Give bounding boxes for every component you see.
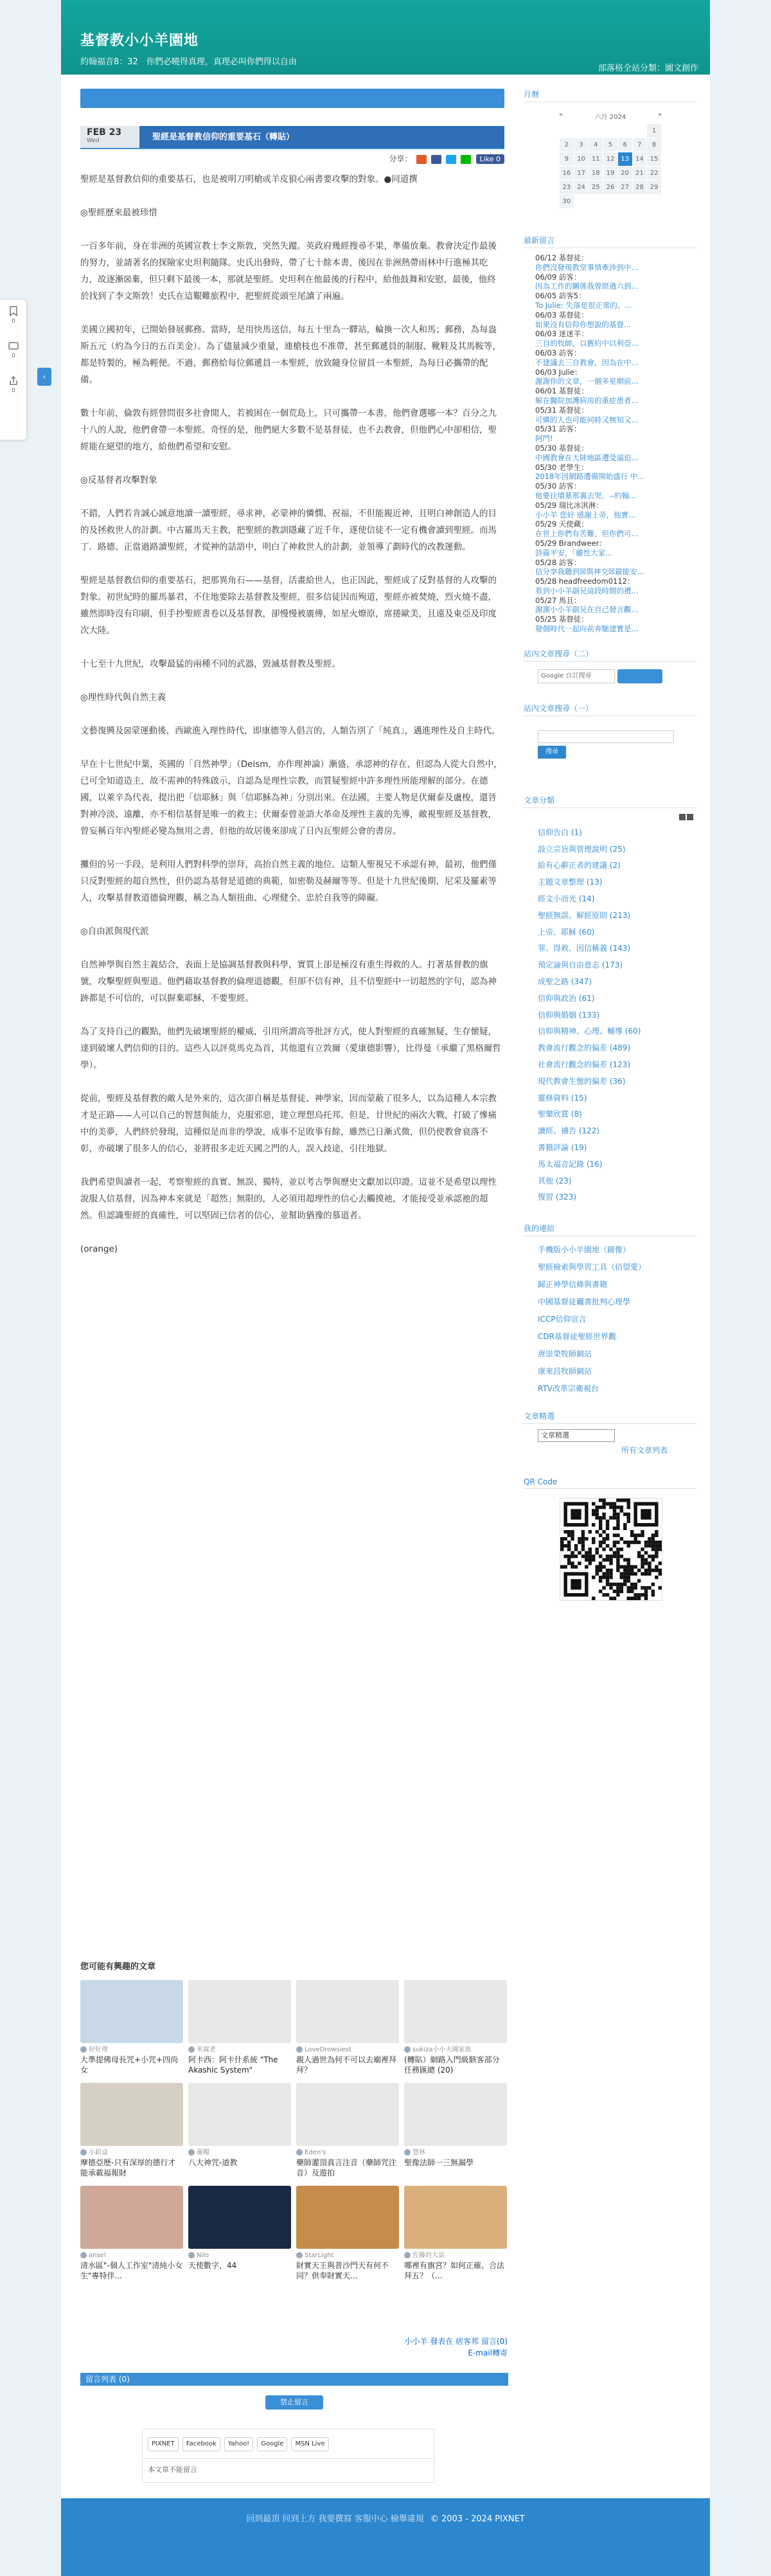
all-posts-link[interactable]: 所有文章列表 <box>621 1446 668 1455</box>
link-item[interactable]: ICCP信仰宣言 <box>538 1315 587 1324</box>
avatar <box>404 2149 411 2156</box>
recent-comment-author: 06/05 訪客5： <box>535 291 586 301</box>
line-icon[interactable] <box>461 155 471 164</box>
category-list <box>524 825 697 1206</box>
calendar-day[interactable]: 16 <box>560 167 574 181</box>
related-thumbnail[interactable] <box>80 2083 183 2146</box>
archive-title: 文章精選 <box>524 1410 697 1424</box>
calendar-month: 六月 2024 <box>594 114 626 121</box>
recent-comments <box>524 253 697 634</box>
calendar-day[interactable]: 17 <box>574 167 589 181</box>
related-title-text[interactable]: 大準提佛母長咒+小咒+四尚女 <box>80 2055 179 2075</box>
post-header <box>80 126 504 149</box>
category-item[interactable]: 主題文章整理 (13) <box>538 878 603 887</box>
recent-comment-author: 05/30 基督徒： <box>535 443 589 453</box>
recent-comment-author: 05/30 老學生： <box>535 462 589 472</box>
calendar-day[interactable]: 30 <box>560 195 574 209</box>
calendar-day <box>574 124 589 138</box>
category-item[interactable]: 教會流行觀念的偏差 (489) <box>538 1043 631 1053</box>
bookmark-icon[interactable]: 0 <box>0 300 27 334</box>
floating-toolbar <box>0 299 27 440</box>
category-item[interactable]: 信仰與婚姻 (133) <box>538 1010 600 1020</box>
section-heading: ◎理性時代與自然主義 <box>80 692 166 703</box>
login-button[interactable]: Google <box>257 2437 287 2451</box>
calendar-day[interactable]: 10 <box>574 152 589 167</box>
recent-comment-link[interactable]: 你們沒發現教堂事情牽涉到中... <box>535 262 639 272</box>
avatar <box>80 2252 87 2258</box>
comment-login-box <box>142 2429 434 2483</box>
related-author: Eden's <box>296 2148 399 2157</box>
category-item[interactable]: 靈修資料 (15) <box>538 1093 587 1103</box>
related-card[interactable] <box>296 2083 399 2179</box>
article-paragraph: 不錯，人們若肯誠心誠意地讀一讀聖經，尋求神，必蒙神的憐憫、祝福，不但能親近神，且明白神創造人的目的及拯救世人的計劃。中古羅馬天主教，把聖經的教訓隱藏了近千年，遂使信徒不一定有機會讀到聖經。而馬丁．路德、正當過路讀聖經，才從神的話語中，明白了神救世人的計劃，並領導了劃時代的改教運動。 <box>80 509 497 552</box>
related-thumbnail[interactable] <box>296 1980 399 2043</box>
link-list <box>524 1241 697 1398</box>
top-banner-bar <box>80 89 504 108</box>
calendar-day <box>647 195 662 209</box>
recent-comments-title: 最新留言 <box>524 235 697 248</box>
related-author: 小鋁盒 <box>80 2148 183 2157</box>
section-heading: ◎自由派與現代派 <box>80 926 149 937</box>
calendar-day <box>617 124 632 138</box>
like-button[interactable]: Like 0 <box>476 154 504 164</box>
post-footer <box>405 2336 508 2359</box>
recent-comment-link[interactable]: 中國教會在大陸地區遭受逼迫... <box>535 453 639 462</box>
article-paragraph: 自然神學與自然主義結合，表面上是協調基督教與科學，實質上卻是極沒有重生得救的人。打著基督教的旗號，攻擊聖經與聖道。他們藉取基督教的倫理道德觀，但卻不信有神，且不信聖經中一切超然的字句，認為神跡都是不可信的，可以摒棄耶穌，不要聖經。 <box>80 960 497 1004</box>
recent-comment-author: 05/31 基督徒： <box>535 405 589 415</box>
calendar-day[interactable]: 6 <box>617 138 632 152</box>
page-wrapper <box>61 0 710 2576</box>
link-item[interactable]: 聖經檢索與學習工具（佰望愛） <box>538 1263 646 1272</box>
site-header <box>61 0 710 75</box>
calendar-day[interactable]: 4 <box>589 138 603 152</box>
section-heading: ◎聖經歷來最被珍惜 <box>80 208 157 218</box>
category-item[interactable]: 信仰與政治 (61) <box>538 993 595 1003</box>
article-paragraph: 早在十七世紀中葉，英國的「自然神學」（Deism，亦作理神論）漸盛，承認神的存在，但認為人從大自然中，已可全知道造主，故不需神的特殊啟示，自認為是理性宗教，而質疑聖經中許多理性所能理解的部分。在德國，以萊辛為代表，提出把「信耶穌」與「信耶穌為神」分別出來。在法國，主要人物是伏爾泰及盧梭，還晉對神冷淡、遠離，亦不相信基督是唯一的救主；伏爾泰曾並語大革命及理性主義的先導，敵視聖經及基督教，曾妄稱百年內聖經必變為無用之書，但他的故居後來卻成了日內瓦聖經公會的書房。 <box>80 759 502 836</box>
calendar-day <box>603 195 618 209</box>
recent-comment-author: 05/28 headfreedom0112： <box>535 577 635 586</box>
gsearch-title: 站內文章搜尋（二） <box>524 648 697 662</box>
related-title-text[interactable]: 聖像法師一三無漏學 <box>404 2158 474 2167</box>
related-author: LoveDrowsiest <box>296 2046 399 2055</box>
link-item[interactable]: RTV改革宗衛視台 <box>538 1384 599 1394</box>
calendar-day[interactable]: 29 <box>647 181 662 195</box>
calendar-day[interactable]: 21 <box>632 167 647 181</box>
related-author: 好好理 <box>80 2046 183 2055</box>
recent-comment-author: 05/28 訪客： <box>535 557 581 567</box>
calendar-day[interactable]: 26 <box>603 181 618 195</box>
related-title: 您可能有興趣的文章 <box>80 1962 156 1972</box>
category-link[interactable]: 部落格全站分類：圖文創作 <box>598 64 698 73</box>
calendar-day[interactable]: 14 <box>632 152 647 167</box>
recent-comment-author: 05/29 瑞比冰淇淋： <box>535 500 603 510</box>
related-title-text[interactable]: 八大神咒-道教 <box>188 2158 238 2167</box>
related-title-text[interactable]: 哪裡有旗宮？如何正確、合法拜五？（... <box>404 2261 505 2280</box>
recent-comment-link[interactable]: 不建議去三自教會，因為在中... <box>535 357 639 367</box>
category-item[interactable]: 復習 (323) <box>538 1193 577 1202</box>
article-paragraph: 一百多年前，身在非洲的英國宣教士李文斯敦，突然失蹤。英政府幾經搜尋不果，準備放棄。教會決定作最後的努力，並請著名的探險家史坦利隨隊。史氏出發時，帶了七十餘本書，後因在非洲熱帶雨林中行進極其吃力，故逐漸☒棄，但只剩下最後一本，那就是聖經。史坦利在他最後的行程中，給他鼓舞和安慰，最後，他終於找到了李文斯敦！史氏在這艱難旅程中，把聖經從頭至尾讀了兩遍。 <box>80 241 497 302</box>
email-forward-link[interactable]: E-mail轉寄 <box>468 2348 508 2357</box>
avatar <box>188 2252 195 2258</box>
calendar-next[interactable]: » <box>657 111 662 118</box>
link-item[interactable]: 康來昌牧師網站 <box>538 1367 592 1376</box>
related-card[interactable] <box>80 2186 183 2282</box>
links-title: 我的連結 <box>524 1223 697 1236</box>
article-paragraph: (orange) <box>80 1244 118 1254</box>
recent-comment-link[interactable]: 如果沒有信仰你想說的基督... <box>535 320 631 329</box>
related-card[interactable] <box>80 2083 183 2179</box>
related-card[interactable] <box>296 2186 399 2282</box>
calendar-day <box>574 195 589 209</box>
recent-comment-author: 06/03 訪客： <box>535 348 581 357</box>
calendar-day[interactable]: 23 <box>560 181 574 195</box>
related-title-text[interactable]: 財實天王與普沙門天有何不同？供奉財實天... <box>296 2261 389 2280</box>
calendar-day[interactable]: 1 <box>647 124 662 138</box>
article-paragraph: 從前，聖經及基督教的敵人是外來的，這次卻自稱是基督徒、神學家，因而蒙蔽了很多人，以為這種人本宗教才是正路——人可以自己的智慧與能力，克服邪惡，建立理想烏托邦。但是，廿世紀的兩次大戰，打破了慘痛中的美夢，人們終於發現，這種似是而非的學說，成事不足敗事有餘，雖然已日漸式微，但仍使教會衰落不彰，亦破壞了很多人的信心，並將很多走近天國之門的人，誤入歧途，引往地獄。 <box>80 1094 497 1154</box>
related-thumbnail[interactable] <box>188 1980 291 2043</box>
related-thumbnail[interactable] <box>188 2083 291 2146</box>
related-card[interactable] <box>188 2186 291 2282</box>
share-icon[interactable]: 0 <box>0 369 27 404</box>
related-thumbnail[interactable] <box>404 2186 507 2249</box>
collapse-tab[interactable]: ‹ <box>37 368 51 386</box>
related-grid <box>80 1980 508 2282</box>
recent-comment-link[interactable]: 2018年因網路遭備開始盛行 中... <box>535 472 645 482</box>
article-paragraph: 攤但的另一手段，是利用人們對科學的崇拜，高抬自然主義的地位。這類人聖視兄不承認有神，最初，他們僅只反對聖經的超自然性，但仍認為基督是道德的典範，如密勒及赫爾等等。但是十九世紀後期，尼采及羅素等人，攻擊基督教道德倫理觀，稱之為人類扭曲、心理健全、忠於自我等的障礙。 <box>80 860 497 903</box>
related-author: StarLight <box>296 2251 399 2260</box>
related-card[interactable] <box>188 1980 291 2076</box>
recent-comment-author: 05/31 訪客： <box>535 424 581 434</box>
calendar-day[interactable]: 12 <box>603 152 618 167</box>
recent-comment-link[interactable]: 謝謝你的文章，一個多星期前... <box>535 377 639 386</box>
related-title-text[interactable]: 阿卡西：阿卡什系統 "The Akashic System" <box>188 2055 278 2075</box>
copyright: © 2003 - 2024 PIXNET <box>430 2514 525 2524</box>
calendar-day[interactable]: 9 <box>560 152 574 167</box>
recent-comment-author: 05/30 訪客： <box>535 482 581 491</box>
related-author: ansel <box>80 2251 183 2260</box>
recent-comment-link[interactable]: 解在醫院加護病房的重症患者... <box>535 395 639 405</box>
post-title[interactable]: 聖經是基督教信仰的重要基石（轉貼） <box>139 126 504 148</box>
category-item[interactable]: 其他 (23) <box>538 1176 572 1185</box>
calendar-prev[interactable]: « <box>559 111 563 118</box>
calendar-day[interactable]: 20 <box>617 167 632 181</box>
category-item[interactable]: 給有心辭正者的建議 (2) <box>538 861 621 870</box>
category-item[interactable]: 經文小而光 (14) <box>538 894 595 904</box>
link-item[interactable]: 中國基督徒覊書批判心理學 <box>538 1297 631 1307</box>
category-item[interactable]: 成聖之路 (347) <box>538 977 592 987</box>
article-paragraph: 數十年前，倫敦有經營問很多社會閒人，若被困在一個荒島上，只可攜帶一本書，他們會選哪一本？百分之九十八的人說，他們會帶一本聖經。奇怪的是，他們絕大多數不是基督徒，也不去教會，但他們心中卻相信，聖經能在絕望的地方，給他們希望和安慰。 <box>80 408 497 452</box>
recent-comment-link[interactable]: 謝謝小小羊副兄在自己發言觀... <box>535 605 639 615</box>
category-item[interactable]: 信仰告白 (1) <box>538 827 582 837</box>
main-content <box>80 89 504 1274</box>
recent-comment-link[interactable]: 三自的牧師，以舊約中以利亞... <box>535 339 639 348</box>
calendar-day[interactable]: 13 <box>617 152 632 167</box>
calendar-day[interactable]: 19 <box>603 167 618 181</box>
related-card[interactable] <box>296 1980 399 2076</box>
article-paragraph: 我們希望與讀者一起，考察聖經的真實、無誤、獨特，並以考古學與歷史文獻加以印證。這並不是希望以理性說服人信基督，因為神本來就是「超然」無限的，人必須用超理性的信心去觸摸祂，才能接受並承認祂的超然。但認識聖經的真確性，可以堅固已信者的信心，並幫助猶豫的慕道者。 <box>80 1177 497 1221</box>
related-card[interactable] <box>404 2083 507 2179</box>
category-item[interactable]: 聖經無誤、解經原則 (213) <box>538 910 631 920</box>
avatar <box>296 2149 303 2156</box>
article-paragraph: 為了支持自己的觀點，他們先破壞聖經的權威，引用所謂高等批評方式，使人對聖經的真確無疑，生存懷疑，達到破壞人們信仰的目的。這些人以評莫馬克為首，其他還有立敦爾（愛康德影響），比得曼（承繼了黑格爾哲學）。 <box>80 1027 501 1070</box>
related-author: 米霖老 <box>188 2046 291 2055</box>
calendar-day[interactable]: 24 <box>574 181 589 195</box>
related-title-text[interactable]: 親人過世為何不可以去廟裡拜拜？ <box>296 2055 397 2075</box>
google-search <box>538 669 697 683</box>
link-item[interactable]: CDR基督徒聖經世界觀 <box>538 1332 616 1342</box>
related-thumbnail[interactable] <box>188 2186 291 2249</box>
related-thumbnail[interactable] <box>404 2083 507 2146</box>
related-thumbnail[interactable] <box>296 2083 399 2146</box>
post-meta-links[interactable]: 發表在 痞客邦 留言(0) <box>427 2337 508 2346</box>
calendar-day[interactable]: 3 <box>574 138 589 152</box>
recent-comment-link[interactable]: 他要往墳墓那裏去哭。--約翰... <box>535 491 637 500</box>
plurk-icon[interactable] <box>416 155 427 164</box>
calendar-day[interactable]: 18 <box>589 167 603 181</box>
login-button[interactable]: MSN Live <box>291 2437 328 2451</box>
qr-code <box>560 1498 662 1601</box>
recent-comment-link[interactable]: 可憐的人也可能同時又無知又... <box>535 415 639 424</box>
recent-comment-author: 05/25 基督徒： <box>535 615 589 624</box>
avatar <box>80 2149 87 2156</box>
login-button[interactable]: PIXNET <box>148 2437 179 2451</box>
facebook-icon[interactable] <box>431 155 441 164</box>
author-link[interactable]: 小小羊 <box>404 2337 428 2346</box>
article-paragraph: 文藝復興及☒蒙運動後，西歐進入理性時代，即康德等人倡言的，人類告別了「純真」，邁進理性及自主時代。 <box>80 726 501 736</box>
related-author: sukiza小小天國家族 <box>404 2046 507 2055</box>
calendar-day <box>603 124 618 138</box>
related-author: Nilo <box>188 2251 291 2260</box>
related-card[interactable] <box>80 1980 183 2076</box>
recent-comment-link[interactable]: 看到小小羊副兄這段時間的禮... <box>535 586 639 595</box>
link-item[interactable]: 唐崇榮牧師網站 <box>538 1349 592 1359</box>
site-title[interactable]: 基督教小小羊園地 <box>80 33 199 49</box>
calendar-day <box>589 124 603 138</box>
google-search-input[interactable]: Google 自訂搜尋 <box>538 669 615 683</box>
category-item[interactable]: 上帝、耶穌 (60) <box>538 927 595 937</box>
avatar <box>296 2252 303 2258</box>
recent-comment-author: 06/03 迷迷羊： <box>535 329 589 339</box>
archive-select[interactable]: 文章精選 <box>538 1429 615 1442</box>
sidebar <box>524 89 697 1601</box>
recent-comment-author: 06/03 基督徒： <box>535 310 589 320</box>
recent-comment-link[interactable]: 信分享我聽到☒與神交☒最能安... <box>535 567 644 577</box>
site-footer <box>61 2498 710 2576</box>
category-item[interactable]: 預定論與自由意志 (173) <box>538 960 623 970</box>
comments-bar: 留言列表 (0) <box>80 2373 508 2386</box>
recent-comment-link[interactable]: 阿門! <box>535 434 553 444</box>
calendar-day[interactable]: 11 <box>589 152 603 167</box>
message-icon[interactable]: 0 <box>0 334 27 369</box>
related-card[interactable] <box>404 2186 507 2282</box>
avatar <box>80 2046 87 2053</box>
calendar-day <box>589 195 603 209</box>
calendar-day[interactable]: 8 <box>647 138 662 152</box>
article-paragraph: 聖經是基督教信仰的重要基石，把那異角石——基督，活畫給世人，也正因此，聖經成了反對基督的人攻擊的對象。初世紀時的羅馬暴君，不住地要除去基督教及聖經，很多信徒因而殉道，聖經亦被焚燒，烈火燒不盡，雖然即時沒有印刷，但手抄聖經書卷以及基督教，卻慢慢被廣傳，如星火燎原，席捲歐美，且遠及東亞及印度次大陸。 <box>80 575 497 636</box>
related-title-text[interactable]: 摩德亞歷-只有深厚的德行才能承載福報財 <box>80 2158 176 2177</box>
related-author: 慧林 <box>404 2148 507 2157</box>
share-row: 分享： Like 0 <box>80 153 504 167</box>
search-title: 站內文章搜尋（一） <box>524 703 697 716</box>
section-heading: ◎反基督者攻擊對象 <box>80 475 157 485</box>
recent-comment-link[interactable]: 小小羊 您好 感謝上帝，他實... <box>535 510 636 519</box>
calendar-day[interactable]: 7 <box>632 138 647 152</box>
calendar-day <box>617 195 632 209</box>
category-item[interactable]: 書籍評論 (19) <box>538 1143 587 1153</box>
login-button[interactable]: Yahoo! <box>224 2437 253 2451</box>
recent-comment-link[interactable]: 在世上你們有苦難，但你們可... <box>535 529 639 539</box>
post-date: FEB 23 Wed <box>80 126 139 148</box>
related-title-text[interactable]: 藥師灌頂真言注音（藥師咒注音）及遊拍 <box>296 2158 397 2177</box>
search-button[interactable]: 搜尋 <box>538 746 566 759</box>
calendar-day[interactable]: 28 <box>632 181 647 195</box>
recent-comment-author: 06/01 基督徒： <box>535 386 589 396</box>
recent-comment-author: 06/12 基督徒： <box>535 253 589 262</box>
avatar <box>188 2046 195 2053</box>
calendar-title: 月曆 <box>524 89 697 102</box>
footer-links[interactable]: 回到最頂 回到上方 我要撰寫 客服中心 檢舉違規 <box>246 2514 424 2524</box>
related-title-text[interactable]: 清水區"-個人工作室"清純小女生"專特伴... <box>80 2261 183 2280</box>
calendar-day[interactable]: 25 <box>589 181 603 195</box>
related-thumbnail[interactable] <box>296 2186 399 2249</box>
calendar-day[interactable]: 5 <box>603 138 618 152</box>
article-paragraph: 聖經是基督教信仰的重要基石，也是被明刀明槍或羊皮狼心兩書要攻擊的對象。●同道撰 <box>80 174 418 185</box>
hide-comments-button[interactable]: 禁止留言 <box>265 2395 323 2409</box>
calendar-day[interactable]: 22 <box>647 167 662 181</box>
calendar-day <box>632 195 647 209</box>
related-thumbnail[interactable] <box>80 1980 183 2043</box>
category-item[interactable]: 社會流行觀念的偏差 (123) <box>538 1060 631 1070</box>
category-item[interactable]: 設立宗旨與管理說明 (25) <box>538 844 626 854</box>
recent-comment-link[interactable]: To Julie: 失落是很正常的。... <box>535 300 632 310</box>
login-button[interactable]: Facebook <box>182 2437 220 2451</box>
link-item[interactable]: 手機版小小羊園地（鏡像） <box>538 1245 631 1255</box>
related-author: 佐藤的大誌 <box>404 2251 507 2260</box>
avatar <box>404 2046 411 2053</box>
category-item[interactable]: 信仰與精神、心理、輔導 (60) <box>538 1027 641 1036</box>
article-paragraph: 美國立國初年，已開始發展郵務。當時，是用快馬送信，每五十里為一驛站，輪換一次人和馬；郵務，為每盎斯五元（約為今日的五百美金）。為了儘量減少重量，連槍枝也不准帶，甚至郵遞員的制服、靴鞋及其馬鞍等，都是特製的，極為輕便。不過，郵務給每位郵遞員一本聖經，放致隨身位留員一本聖經，為每日必攜帶的配備。 <box>80 325 501 385</box>
related-author: 靈糧 <box>188 2148 291 2157</box>
recent-comment-link[interactable]: 詩篇平安，「雖性大家... <box>535 548 613 557</box>
category-item[interactable]: 馬太福音記錄 (16) <box>538 1159 603 1169</box>
related-card[interactable] <box>404 1980 507 2076</box>
calendar-day <box>560 124 574 138</box>
recent-comment-author: 05/29 天使藏： <box>535 519 589 529</box>
calendar <box>559 111 662 209</box>
recent-comment-author: 05/29 Brandweer： <box>535 538 607 548</box>
calendar-day[interactable]: 15 <box>647 152 662 167</box>
twitter-icon[interactable] <box>446 155 456 164</box>
recent-comment-author: 06/03 Julie： <box>535 367 582 377</box>
calendar-day[interactable]: 27 <box>617 181 632 195</box>
recent-comment-link[interactable]: 因為工作的關係我曾經過六到... <box>535 282 639 291</box>
category-item[interactable]: 罪、得救、因信稱義 (143) <box>538 944 631 953</box>
recent-comment-author: 06/09 訪客： <box>535 272 581 282</box>
qr-title: QR Code <box>524 1477 697 1489</box>
related-card[interactable] <box>188 2083 291 2179</box>
calendar-day <box>632 124 647 138</box>
category-item[interactable]: 現代教會生態的偏差 (36) <box>538 1076 626 1086</box>
category-item[interactable]: 讀經、禱告 (122) <box>538 1126 600 1136</box>
search-input[interactable] <box>538 730 674 743</box>
category-item[interactable]: 聖樂欣賞 (8) <box>538 1110 582 1119</box>
article-paragraph: 十七至十九世紀，攻擊最猛的兩種不同的武器，毀滅基督教及聖經。 <box>80 659 341 669</box>
recent-comment-author: 05/27 馬且： <box>535 595 581 605</box>
avatar <box>188 2149 195 2156</box>
google-search-button[interactable] <box>617 669 662 683</box>
calendar-day[interactable]: 2 <box>560 138 574 152</box>
site-description: 約翰福音8：32 你們必曉得真理，真理必叫你們得以自由 <box>80 57 297 67</box>
avatar <box>404 2252 411 2258</box>
related-thumbnail[interactable] <box>404 1980 507 2043</box>
related-title-text[interactable]: (轉貼）網路入門級駭客部分任務匯總 (20) <box>404 2055 500 2075</box>
article-body <box>80 167 504 1257</box>
no-comment-text: 本文章不能留言 <box>148 2465 197 2474</box>
link-item[interactable]: 歸正神學信條與書籍 <box>538 1280 608 1290</box>
recent-comment-link[interactable]: 發個時代一起向前奔馳建實是... <box>535 624 639 634</box>
categories-title: 文章分類 <box>524 795 697 808</box>
avatar <box>296 2046 303 2053</box>
related-title-text[interactable]: 天使數字，44 <box>188 2261 237 2270</box>
related-thumbnail[interactable] <box>80 2186 183 2249</box>
